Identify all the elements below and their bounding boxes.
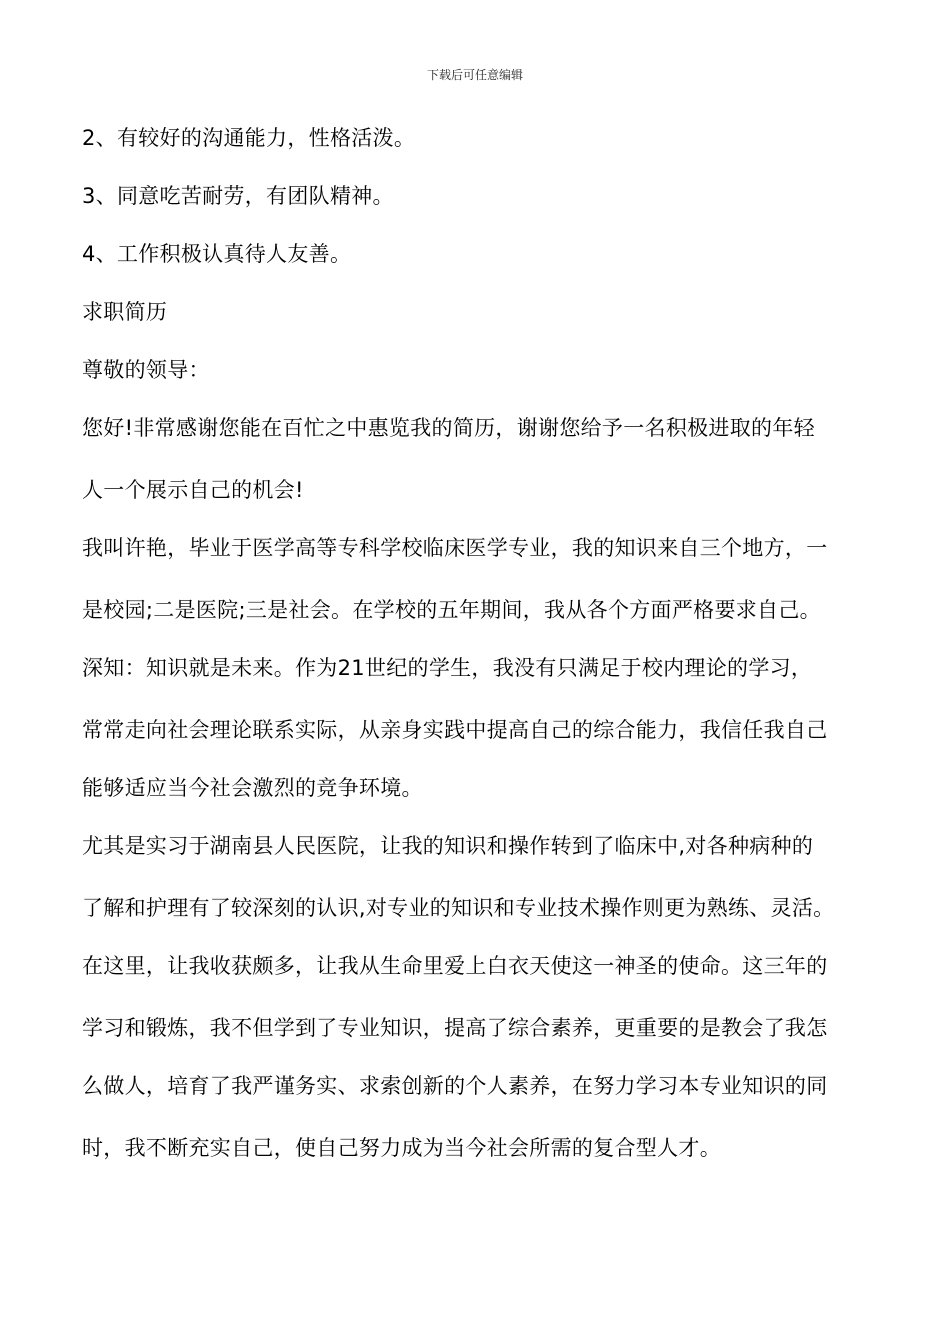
paragraph-line: 么做人，培育了我严谨务实、求索创新的个人素养，在努力学习本专业知识的同 <box>82 1074 828 1098</box>
list-item-3: 3、同意吃苦耐劳，有团队精神。 <box>82 184 394 208</box>
list-item-2: 2、有较好的沟通能力，性格活泼。 <box>82 126 416 150</box>
paragraph-line: 是校园;二是医院;三是社会。在学校的五年期间，我从各个方面严格要求自己。 <box>82 598 821 622</box>
paragraph-line: 在这里，让我收获颇多，让我从生命里爱上白衣天使这一神圣的使命。这三年的 <box>82 954 828 978</box>
paragraph-line: 我叫许艳，毕业于医学高等专科学校临床医学专业，我的知识来自三个地方，一 <box>82 536 828 560</box>
paragraph-line: 人一个展示自己的机会! <box>82 478 304 502</box>
paragraph-line: 学习和锻炼，我不但学到了专业知识，提高了综合素养，更重要的是教会了我怎 <box>82 1016 828 1040</box>
page-header-note: 下载后可任意编辑 <box>426 68 523 82</box>
salutation: 尊敬的领导： <box>82 358 210 382</box>
document-body <box>82 118 892 1186</box>
list-item-4: 4、工作积极认真待人友善。 <box>82 242 352 266</box>
paragraph-line: 尤其是实习于湖南县人民医院，让我的知识和操作转到了临床中,对各种病种的 <box>82 834 814 858</box>
paragraph-line: 时，我不断充实自己，使自己努力成为当今社会所需的复合型人才。 <box>82 1136 721 1160</box>
paragraph-line: 深知：知识就是未来。作为21世纪的学生，我没有只满足于校内理论的学习， <box>82 656 813 680</box>
paragraph-line: 能够适应当今社会激烈的竞争环境。 <box>82 776 423 800</box>
section-title: 求职简历 <box>82 300 168 324</box>
paragraph-line: 您好!非常感谢您能在百忙之中惠览我的简历，谢谢您给予一名积极进取的年轻 <box>82 416 815 440</box>
paragraph-line: 了解和护理有了较深刻的认识,对专业的知识和专业技术操作则更为熟练、灵活。 <box>82 896 835 920</box>
paragraph-line: 常常走向社会理论联系实际，从亲身实践中提高自己的综合能力，我信任我自己 <box>82 718 828 742</box>
